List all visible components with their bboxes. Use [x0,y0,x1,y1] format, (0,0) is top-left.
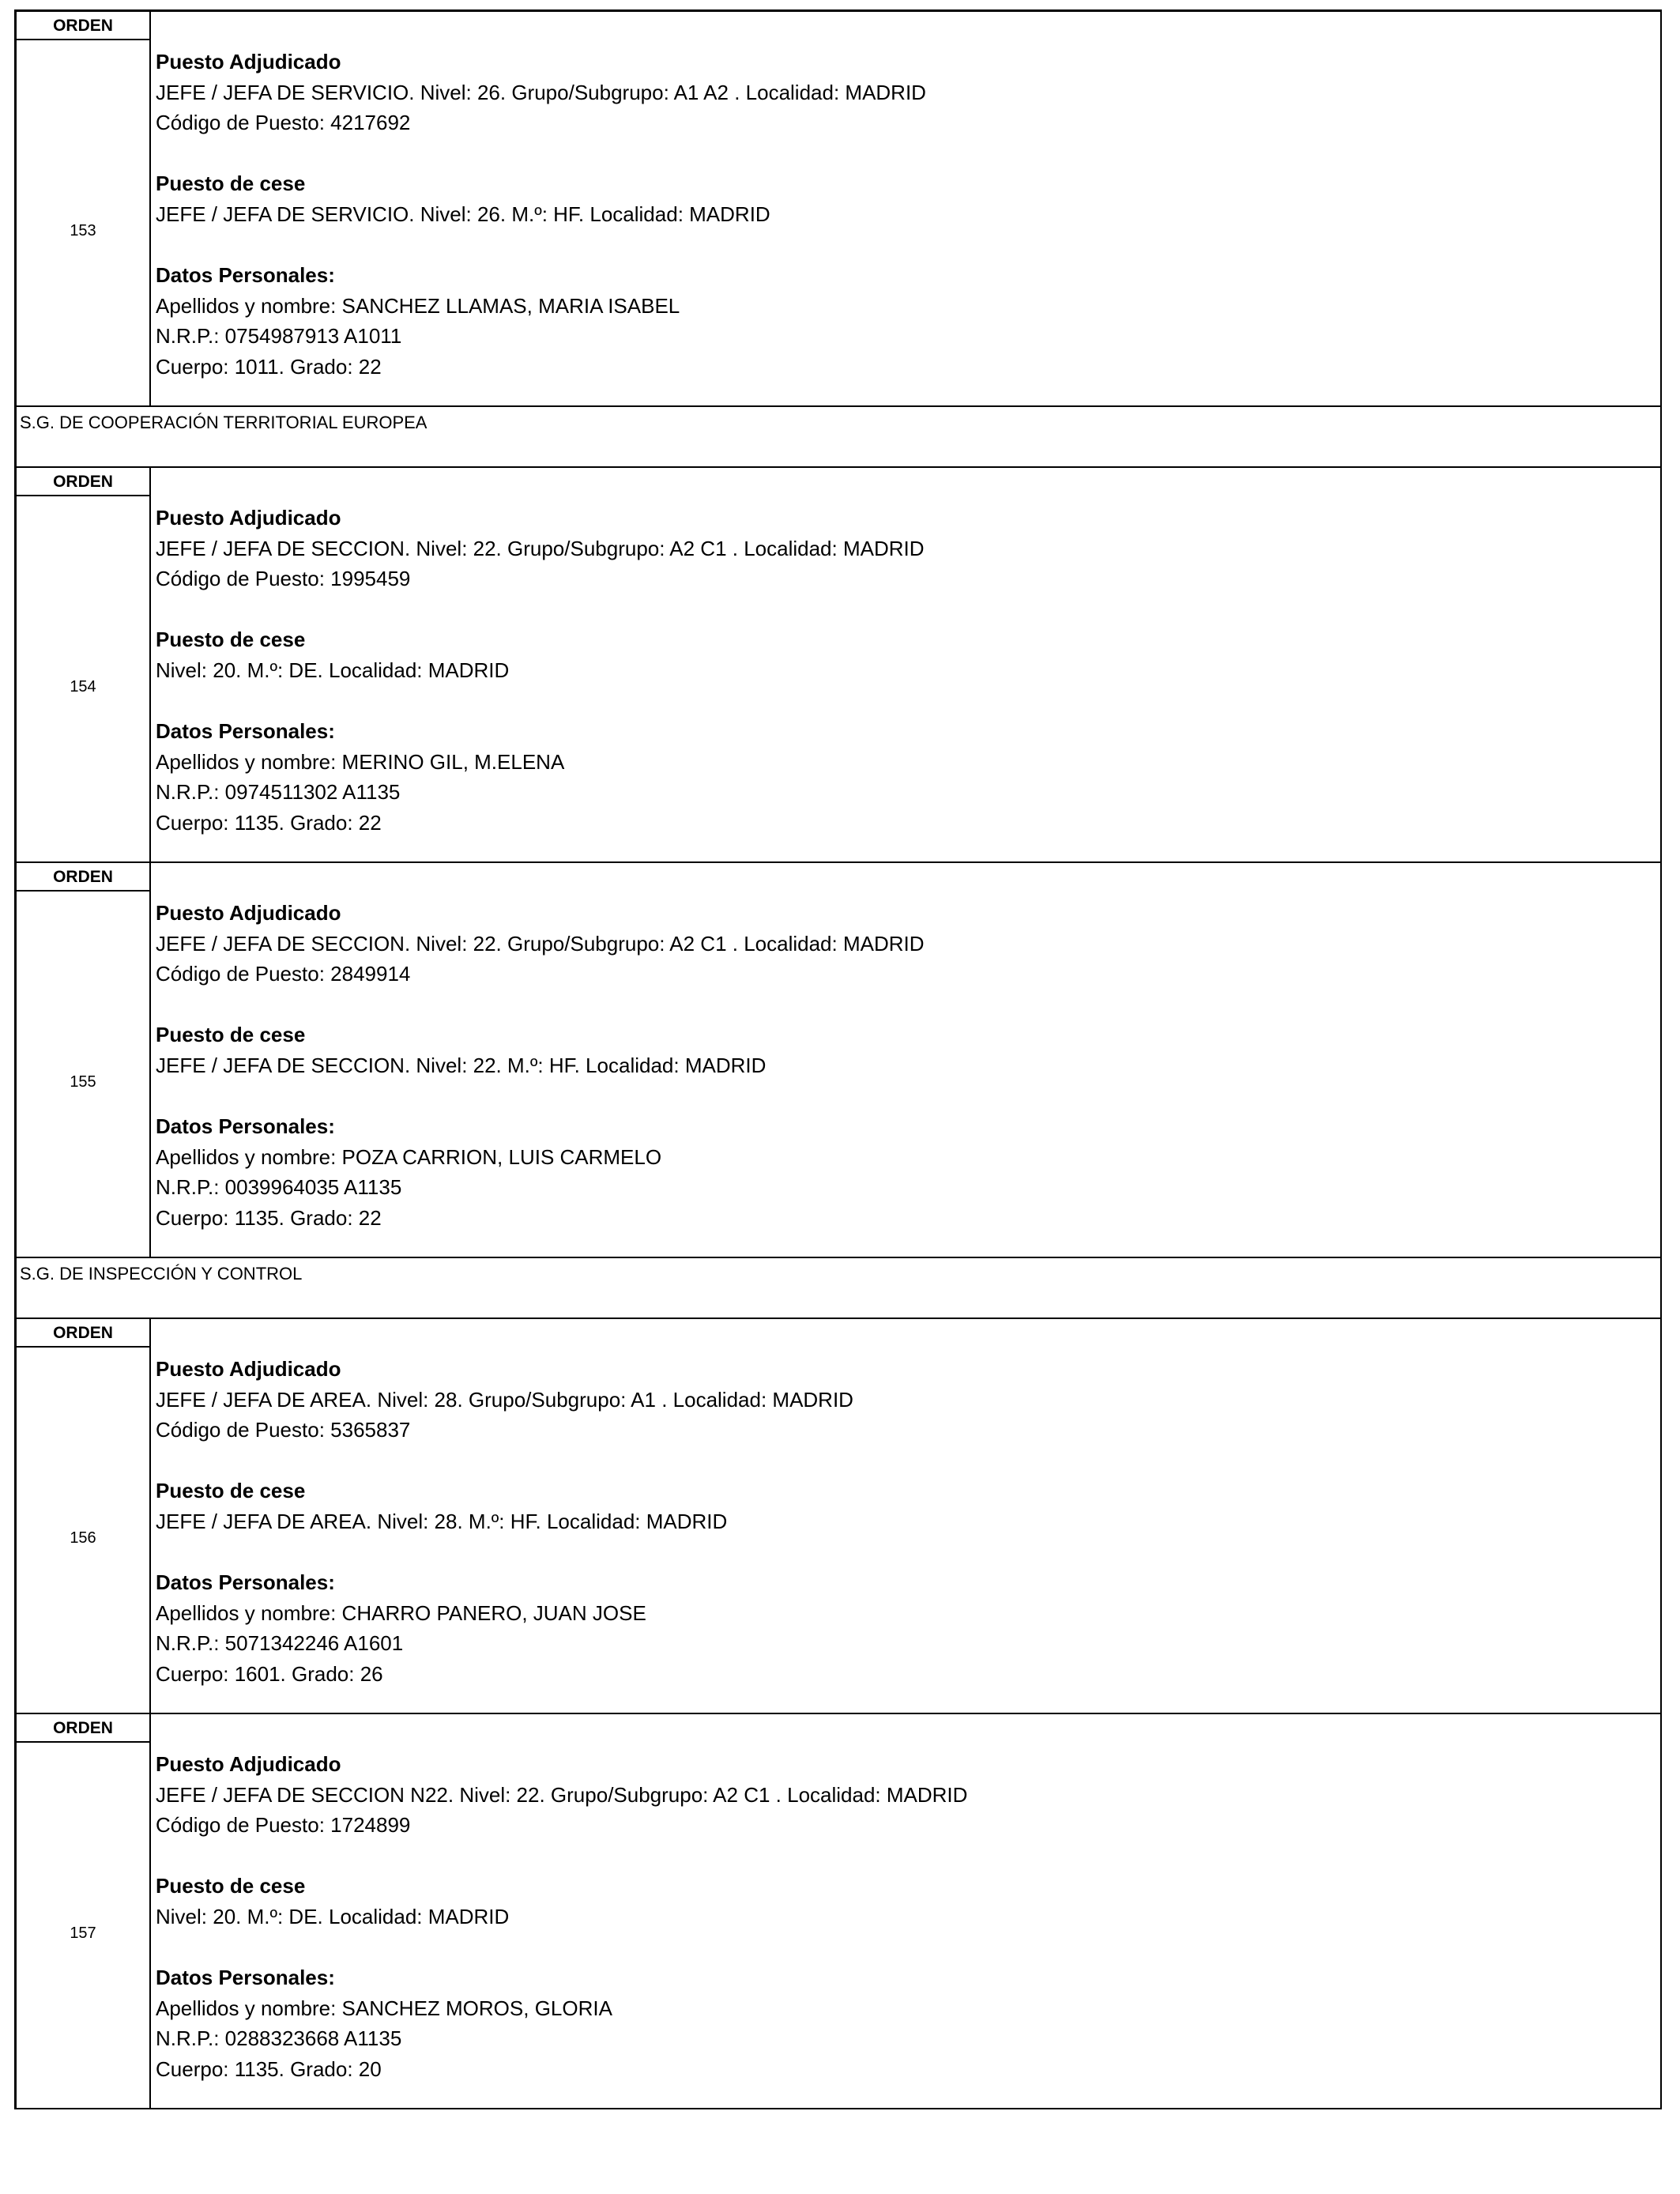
field-text: Apellidos y nombre: POZA CARRION, LUIS CARMELO [156,1144,662,1169]
field-heading: Puesto Adjudicado [156,1357,341,1381]
orden-label: ORDEN [17,1714,149,1743]
field-heading: Datos Personales: [156,1570,335,1595]
field-heading: Datos Personales: [156,1114,335,1139]
field-text: Cuerpo: 1011. Grado: 22 [156,354,382,379]
orden-number: 154 [70,678,96,696]
entry-row [17,1714,1660,2109]
field-text: Apellidos y nombre: CHARRO PANERO, JUAN JOSE [156,1600,646,1625]
field-text: N.R.P.: 0039964035 A1135 [156,1175,402,1200]
field-text: Código de Puesto: 4217692 [156,111,411,135]
orden-label: ORDEN [17,12,149,40]
orden-number: 153 [70,222,96,239]
field-text: Cuerpo: 1135. Grado: 22 [156,1205,382,1230]
field-heading: Puesto Adjudicado [156,506,341,530]
line-gap [156,1446,1654,1476]
field-text: N.R.P.: 0288323668 A1135 [156,2026,402,2051]
entry-content [156,1354,1654,1690]
field-text: JEFE / JEFA DE AREA. Nivel: 28. M.º: HF. Localidad: MADRID [156,1509,728,1533]
field-text: Código de Puesto: 1724899 [156,1813,411,1838]
entry-content [156,47,1654,383]
section-header: S.G. DE INSPECCIÓN Y CONTROL [17,1258,1660,1319]
orden-label: ORDEN [17,1319,149,1348]
field-heading: Datos Personales: [156,263,335,288]
orden-label: ORDEN [17,468,149,496]
field-text: Cuerpo: 1601. Grado: 26 [156,1661,383,1686]
entry-row [17,863,1660,1258]
entry-content [156,503,1654,839]
orden-column [17,1319,151,1713]
field-text: JEFE / JEFA DE SERVICIO. Nivel: 26. M.º: HF. Localidad: MADRID [156,202,770,226]
field-text: Código de Puesto: 1995459 [156,567,411,591]
field-text: JEFE / JEFA DE SECCION. Nivel: 22. M.º: HF. Localidad: MADRID [156,1053,767,1077]
orden-number: 157 [70,1924,96,1942]
line-gap [156,594,1654,625]
field-text: N.R.P.: 0974511302 A1135 [156,780,401,805]
field-text: N.R.P.: 0754987913 A1011 [156,324,402,349]
field-text: Cuerpo: 1135. Grado: 22 [156,810,382,835]
orden-label: ORDEN [17,863,149,892]
entry-row [17,12,1660,407]
orden-number: 155 [70,1073,96,1091]
document-table [14,9,1662,2109]
field-heading: Puesto de cese [156,1023,306,1047]
field-text: Código de Puesto: 5365837 [156,1418,411,1442]
field-text: Nivel: 20. M.º: DE. Localidad: MADRID [156,1904,510,1928]
field-text: Cuerpo: 1135. Grado: 20 [156,2056,382,2081]
field-text: N.R.P.: 5071342246 A1601 [156,1631,404,1656]
field-heading: Datos Personales: [156,1966,335,1990]
line-gap [156,686,1654,717]
orden-column [17,1714,151,2108]
section-header: S.G. DE COOPERACIÓN TERRITORIAL EUROPEA [17,407,1660,468]
field-text: Apellidos y nombre: SANCHEZ LLAMAS, MARIA ISABEL [156,293,680,318]
field-heading: Puesto de cese [156,172,306,196]
orden-column [17,12,151,405]
line-gap [156,990,1654,1020]
field-text: JEFE / JEFA DE SECCION N22. Nivel: 22. Grupo/Subgrupo: A2 C1 . Localidad: MADRID [156,1782,968,1807]
field-text: Apellidos y nombre: SANCHEZ MOROS, GLORIA [156,1996,612,2020]
field-text: JEFE / JEFA DE SERVICIO. Nivel: 26. Grupo/Subgrupo: A1 A2 . Localidad: MADRID [156,80,926,104]
field-heading: Puesto Adjudicado [156,901,341,925]
orden-number: 156 [70,1529,96,1547]
field-heading: Puesto de cese [156,1479,306,1503]
line-gap [156,1081,1654,1112]
field-heading: Datos Personales: [156,719,335,744]
field-text: Apellidos y nombre: MERINO GIL, M.ELENA [156,749,565,774]
field-text: JEFE / JEFA DE SECCION. Nivel: 22. Grupo/Subgrupo: A2 C1 . Localidad: MADRID [156,536,925,560]
line-gap [156,1841,1654,1872]
entry-content [156,898,1654,1234]
field-text: JEFE / JEFA DE SECCION. Nivel: 22. Grupo/Subgrupo: A2 C1 . Localidad: MADRID [156,931,925,956]
field-heading: Puesto de cese [156,1874,306,1898]
field-text: Nivel: 20. M.º: DE. Localidad: MADRID [156,658,510,682]
field-heading: Puesto de cese [156,628,306,652]
field-text: Código de Puesto: 2849914 [156,962,411,986]
field-text: JEFE / JEFA DE AREA. Nivel: 28. Grupo/Subgrupo: A1 . Localidad: MADRID [156,1387,853,1412]
line-gap [156,230,1654,261]
entry-row [17,1319,1660,1714]
entry-content [156,1749,1654,2085]
field-heading: Puesto Adjudicado [156,50,341,74]
entry-row [17,468,1660,863]
field-heading: Puesto Adjudicado [156,1752,341,1776]
line-gap [156,1932,1654,1963]
line-gap [156,1537,1654,1568]
orden-column [17,863,151,1257]
line-gap [156,138,1654,169]
orden-column [17,468,151,861]
